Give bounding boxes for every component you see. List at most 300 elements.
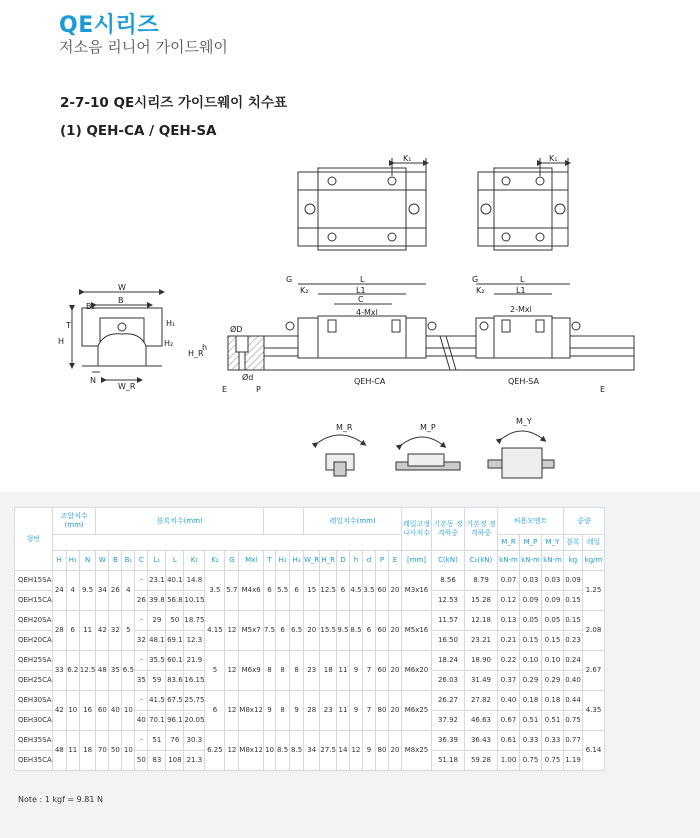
cell-Cd: 26.03: [432, 671, 465, 691]
cell-L: 96.1: [166, 711, 184, 731]
cell-K1: 21.9: [184, 651, 205, 671]
cell-L1: 59: [148, 671, 166, 691]
label-2mxl: 2-Mxl: [510, 305, 532, 314]
cell-d: 7: [363, 651, 376, 691]
cell-N: 12.5: [79, 651, 96, 691]
cell-MY: 0.51: [542, 711, 564, 731]
label-my: M_Y: [516, 417, 532, 426]
cell-WR: 23: [304, 651, 320, 691]
col-my: M_Y: [542, 535, 564, 551]
cell-Mxl: M5x7: [239, 611, 264, 651]
cell-h: 12: [350, 731, 363, 771]
label-h1: H₁: [166, 319, 176, 328]
cell-G: 12: [225, 651, 239, 691]
label-k2-ca: K₂: [300, 286, 309, 295]
cell-MR: 0.61: [498, 731, 520, 751]
cell-C0: 18.90: [465, 651, 498, 671]
cell-D: 11: [337, 651, 350, 691]
cell-MY: 0.05: [542, 611, 564, 631]
cell-bolt: M8x25: [402, 731, 432, 771]
cell-MY: 0.15: [542, 631, 564, 651]
subcol-c: C(kN): [432, 551, 465, 571]
cell-L: 56.8: [166, 591, 184, 611]
cell-H: 42: [52, 691, 66, 731]
cell-L1: 83: [148, 751, 166, 771]
label-l-sa: L: [520, 275, 525, 284]
col-weight: 중량: [564, 508, 605, 535]
cell-L1: 29: [148, 611, 166, 631]
label-name-sa: QEH-SA: [508, 377, 539, 386]
subcol-9: K₁: [184, 551, 205, 571]
cell-G: 12: [225, 691, 239, 731]
cell-H1: 4: [66, 571, 79, 611]
col-block-extra: [263, 508, 303, 535]
cell-K1: 16.15: [184, 671, 205, 691]
subcol-15: H₃: [290, 551, 304, 571]
table-row: [15, 731, 605, 751]
subcol-17: H_R: [320, 551, 337, 571]
label-h-small: h: [202, 343, 208, 352]
col-bolt: 레일고정나사치수: [402, 508, 432, 551]
cell-H1: 11: [66, 731, 79, 771]
cell-Cd: 51.18: [432, 751, 465, 771]
col-mp: M_P: [520, 535, 542, 551]
subcol-1: H₁: [66, 551, 79, 571]
cell-MR: 0.40: [498, 691, 520, 711]
col-rail: 레일치수(mm): [304, 508, 402, 535]
cell-model: QEH20CA: [15, 631, 53, 651]
cell-L: 69.1: [166, 631, 184, 651]
subcol-5: B₁: [122, 551, 135, 571]
top-view-sa: [478, 158, 568, 250]
cell-MY: 0.09: [542, 591, 564, 611]
cell-E: 20: [389, 571, 402, 611]
cell-L1: 35.5: [148, 651, 166, 671]
cell-model: QEH20SA: [15, 611, 53, 631]
cell-T: 6: [263, 571, 275, 611]
label-b1: B₁: [86, 302, 95, 311]
cell-K1: 18.75: [184, 611, 205, 631]
cell-H2: 8: [276, 651, 290, 691]
cell-L: 83.6: [166, 671, 184, 691]
cell-MY: 0.75: [542, 751, 564, 771]
technical-drawing: [0, 150, 700, 490]
cell-rail-weight: 2.08: [583, 611, 605, 651]
cell-W: 48: [96, 651, 109, 691]
cell-Mxl: M6x9: [239, 651, 264, 691]
cell-T: 9: [263, 691, 275, 731]
cell-MP: 0.33: [520, 731, 542, 751]
cell-Cd: 37.92: [432, 711, 465, 731]
cell-MP: 0.05: [520, 611, 542, 631]
subcol-0: H: [52, 551, 66, 571]
cell-WR: 20: [304, 611, 320, 651]
side-view-sa: [476, 284, 580, 358]
cell-kg: 0.09: [564, 571, 583, 591]
cell-L: 50: [166, 611, 184, 631]
cell-C0: 31.49: [465, 671, 498, 691]
cell-E: 20: [389, 731, 402, 771]
page-title: QE시리즈: [59, 13, 159, 38]
cell-MP: 0.75: [520, 751, 542, 771]
cell-MR: 0.07: [498, 571, 520, 591]
cell-MP: 0.29: [520, 671, 542, 691]
cell-N: 9.5: [79, 571, 96, 611]
col-rail-weight: 레일: [583, 535, 605, 551]
cell-HR: 18: [320, 651, 337, 691]
cell-L1: 48.1: [148, 631, 166, 651]
cell-H2: 8.5: [276, 731, 290, 771]
label-l1-sa: L1: [516, 286, 526, 295]
cell-C: -: [135, 571, 148, 591]
cell-W: 70: [96, 731, 109, 771]
cell-T: 7.5: [263, 611, 275, 651]
cell-MR: 0.37: [498, 671, 520, 691]
cell-HR: 12.5: [320, 571, 337, 611]
label-wr: W_R: [118, 382, 136, 391]
subcol-13: T: [263, 551, 275, 571]
cell-Cd: 11.57: [432, 611, 465, 631]
subcol-12: Mxl: [239, 551, 264, 571]
col-assembly: 조합치수 (mm): [52, 508, 96, 535]
cell-L1: 41.5: [148, 691, 166, 711]
cell-Mxl: M4x6: [239, 571, 264, 611]
cell-E: 20: [389, 691, 402, 731]
cell-B1: 10: [122, 731, 135, 771]
cell-K2: 6.25: [205, 731, 225, 771]
section-heading: 2-7-10 QE시리즈 가이드웨이 치수표: [60, 95, 288, 111]
cell-H1: 6.2: [66, 651, 79, 691]
cell-H1: 10: [66, 691, 79, 731]
cell-H1: 6: [66, 611, 79, 651]
label-w: W: [118, 283, 126, 292]
cell-G: 5.7: [225, 571, 239, 611]
cell-C: -: [135, 651, 148, 671]
cell-K1: 25.75: [184, 691, 205, 711]
cell-L1: 39.8: [148, 591, 166, 611]
cell-B: 50: [109, 731, 122, 771]
cell-H3: 9: [290, 691, 304, 731]
label-k1-sa: K₁: [549, 154, 558, 163]
subcol-mp-unit: kN-m: [520, 551, 542, 571]
cell-K1: 14.8: [184, 571, 205, 591]
cell-H: 33: [52, 651, 66, 691]
label-c: C: [358, 295, 364, 304]
col-dynamic: 기본동 정격하중: [432, 508, 465, 551]
cell-L: 40.1: [166, 571, 184, 591]
subcol-mr-unit: kN-m: [498, 551, 520, 571]
cell-B: 40: [109, 691, 122, 731]
cell-H2: 5.5: [276, 571, 290, 611]
cell-B: 26: [109, 571, 122, 611]
cell-d: 7: [363, 691, 376, 731]
label-e2: E: [600, 385, 606, 394]
cell-H: 28: [52, 611, 66, 651]
cell-d: 9: [363, 731, 376, 771]
subcol-4: B: [109, 551, 122, 571]
cell-B1: 10: [122, 691, 135, 731]
cell-H3: 8: [290, 651, 304, 691]
subcol-16: W_R: [304, 551, 320, 571]
cell-K1: 30.3: [184, 731, 205, 751]
cell-L: 67.5: [166, 691, 184, 711]
cell-rail-weight: 2.67: [583, 651, 605, 691]
label-g-sa: G: [472, 275, 479, 284]
cell-B1: 4: [122, 571, 135, 611]
cell-T: 8: [263, 651, 275, 691]
moment-my-icon: [488, 431, 554, 478]
cell-B1: 5: [122, 611, 135, 651]
cell-C: -: [135, 731, 148, 751]
cell-MR: 0.13: [498, 611, 520, 631]
cell-P: 60: [376, 611, 389, 651]
cell-L: 60.1: [166, 651, 184, 671]
subcol-7: L₁: [148, 551, 166, 571]
cell-N: 18: [79, 731, 96, 771]
cell-bolt: M6x20: [402, 651, 432, 691]
cell-kg: 0.77: [564, 731, 583, 751]
cell-MY: 0.10: [542, 651, 564, 671]
cell-T: 10: [263, 731, 275, 771]
label-h2: H₂: [164, 339, 174, 348]
label-od-small: Ød: [242, 373, 254, 382]
page-subtitle: 저소음 리니어 가이드웨이: [59, 38, 228, 56]
cell-Cd: 16.50: [432, 631, 465, 651]
cell-C: -: [135, 611, 148, 631]
cell-H: 48: [52, 731, 66, 771]
cell-bolt: M5x16: [402, 611, 432, 651]
cell-W: 42: [96, 611, 109, 651]
cell-B: 32: [109, 611, 122, 651]
cell-K2: 3.5: [205, 571, 225, 611]
cell-model: QEH15SA: [15, 571, 53, 591]
cell-MY: 0.33: [542, 731, 564, 751]
label-l-ca: L: [360, 275, 365, 284]
cell-MP: 0.03: [520, 571, 542, 591]
cell-WR: 34: [304, 731, 320, 771]
cell-P: 80: [376, 691, 389, 731]
col-model: 형번: [15, 508, 53, 571]
cell-H3: 6: [290, 571, 304, 611]
cell-E: 20: [389, 611, 402, 651]
subsection-heading: (1) QEH-CA / QEH-SA: [60, 123, 217, 139]
table-row: [15, 691, 605, 711]
cell-HR: 27.5: [320, 731, 337, 771]
cell-rail-weight: 6.14: [583, 731, 605, 771]
cell-K2: 6: [205, 691, 225, 731]
cell-C0: 8.79: [465, 571, 498, 591]
cell-W: 60: [96, 691, 109, 731]
footnote: Note : 1 kgf = 9.81 N: [18, 795, 104, 804]
cell-MR: 0.21: [498, 631, 520, 651]
cell-MR: 1.00: [498, 751, 520, 771]
cell-Cd: 18.24: [432, 651, 465, 671]
cell-H2: 6: [276, 611, 290, 651]
label-h: H: [58, 337, 65, 346]
spec-table: [14, 507, 605, 771]
cell-L1: 70.1: [148, 711, 166, 731]
label-name-ca: QEH-CA: [354, 377, 386, 386]
cell-Cd: 36.39: [432, 731, 465, 751]
cell-MR: 0.67: [498, 711, 520, 731]
table-row: [15, 651, 605, 671]
rail-side-view: [228, 336, 634, 370]
label-hr: H_R: [188, 349, 204, 358]
subcol-19: h: [350, 551, 363, 571]
cell-D: 11: [337, 691, 350, 731]
cell-D: 6: [337, 571, 350, 611]
cell-bolt: M3x16: [402, 571, 432, 611]
sub-spacer: [52, 535, 401, 551]
cell-rail-weight: 4.35: [583, 691, 605, 731]
cell-MP: 0.09: [520, 591, 542, 611]
cell-K1: 12.3: [184, 631, 205, 651]
cell-C0: 46.63: [465, 711, 498, 731]
cell-model: QEH25CA: [15, 671, 53, 691]
cell-kg: 0.23: [564, 631, 583, 651]
cell-Mxl: M8x12: [239, 691, 264, 731]
cell-E: 20: [389, 651, 402, 691]
cell-h: 4.5: [350, 571, 363, 611]
cell-MP: 0.51: [520, 711, 542, 731]
cell-bolt: M6x25: [402, 691, 432, 731]
subcol-my-unit: kN-m: [542, 551, 564, 571]
cell-kg: 0.24: [564, 651, 583, 671]
subcol-18: D: [337, 551, 350, 571]
cell-B1: 6.5: [122, 651, 135, 691]
cell-model: QEH35CA: [15, 751, 53, 771]
moment-mp-icon: [396, 437, 460, 470]
cell-P: 60: [376, 571, 389, 611]
cell-d: 6: [363, 611, 376, 651]
cell-C: 40: [135, 711, 148, 731]
cell-h: 8.5: [350, 611, 363, 651]
cell-MP: 0.18: [520, 691, 542, 711]
cell-MR: 0.12: [498, 591, 520, 611]
cell-Cd: 26.27: [432, 691, 465, 711]
cell-C: 35: [135, 671, 148, 691]
cell-C: 26: [135, 591, 148, 611]
cell-MY: 0.18: [542, 691, 564, 711]
cell-kg: 0.44: [564, 691, 583, 711]
cell-MY: 0.29: [542, 671, 564, 691]
label-od: ØD: [230, 325, 243, 334]
cell-L: 108: [166, 751, 184, 771]
subcol-10: K₂: [205, 551, 225, 571]
subcol-bolt-unit: [mm]: [402, 551, 432, 571]
cell-H3: 8.5: [290, 731, 304, 771]
subcol-kg: kg: [564, 551, 583, 571]
cell-h: 9: [350, 651, 363, 691]
cell-K1: 21.3: [184, 751, 205, 771]
col-moment: 허용모멘트: [498, 508, 564, 535]
cell-L1: 23.1: [148, 571, 166, 591]
cell-C0: 12.18: [465, 611, 498, 631]
label-t: T: [66, 321, 71, 330]
cell-Cd: 8.56: [432, 571, 465, 591]
cell-MR: 0.22: [498, 651, 520, 671]
cell-WR: 28: [304, 691, 320, 731]
cell-kg: 0.75: [564, 711, 583, 731]
subcol-20: d: [363, 551, 376, 571]
cell-W: 34: [96, 571, 109, 611]
cell-HR: 15.5: [320, 611, 337, 651]
cell-model: QEH25SA: [15, 651, 53, 671]
cell-h: 9: [350, 691, 363, 731]
label-g-ca: G: [286, 275, 293, 284]
col-block: 블록치수(mm): [96, 508, 264, 535]
subcol-c0: C₀(kN): [465, 551, 498, 571]
cell-C: -: [135, 691, 148, 711]
cell-N: 11: [79, 611, 96, 651]
cell-G: 12: [225, 611, 239, 651]
subcol-21: P: [376, 551, 389, 571]
cell-C0: 23.21: [465, 631, 498, 651]
cell-K2: 4.15: [205, 611, 225, 651]
cell-MP: 0.15: [520, 631, 542, 651]
subcol-2: N: [79, 551, 96, 571]
subcol-14: H₂: [276, 551, 290, 571]
cell-P: 80: [376, 731, 389, 771]
cell-Cd: 12.53: [432, 591, 465, 611]
cell-D: 9.5: [337, 611, 350, 651]
subcol-6: C: [135, 551, 148, 571]
col-block-weight: 블록: [564, 535, 583, 551]
top-view-ca: [298, 158, 426, 250]
label-k1-ca: K₁: [403, 154, 412, 163]
cell-model: QEH30SA: [15, 691, 53, 711]
label-4mxl: 4-Mxl: [356, 308, 378, 317]
cell-D: 14: [337, 731, 350, 771]
cell-P: 60: [376, 651, 389, 691]
cell-kg: 0.15: [564, 591, 583, 611]
subcol-11: G: [225, 551, 239, 571]
cell-kg: 0.40: [564, 671, 583, 691]
label-l1-ca: L1: [356, 286, 366, 295]
cell-C0: 15.28: [465, 591, 498, 611]
cell-C: 32: [135, 631, 148, 651]
cell-H2: 8: [276, 691, 290, 731]
label-k2-sa: K₂: [476, 286, 485, 295]
cell-C0: 36.43: [465, 731, 498, 751]
cell-d: 3.5: [363, 571, 376, 611]
col-mr: M_R: [498, 535, 520, 551]
label-mp: M_P: [420, 423, 436, 432]
cell-kg: 0.15: [564, 611, 583, 631]
cell-K1: 10.15: [184, 591, 205, 611]
cell-L: 76: [166, 731, 184, 751]
col-static: 기본정 정격하중: [465, 508, 498, 551]
label-mr: M_R: [336, 423, 353, 432]
cell-MP: 0.10: [520, 651, 542, 671]
label-b: B: [118, 296, 124, 305]
cell-HR: 23: [320, 691, 337, 731]
subcol-3: W: [96, 551, 109, 571]
moment-mr-icon: [316, 435, 364, 476]
cell-C0: 27.82: [465, 691, 498, 711]
cell-Mxl: M8x12: [239, 731, 264, 771]
label-n: N: [90, 376, 96, 385]
cell-model: QEH15CA: [15, 591, 53, 611]
cell-C0: 59.28: [465, 751, 498, 771]
cell-WR: 15: [304, 571, 320, 611]
cell-kg: 1.19: [564, 751, 583, 771]
subcol-8: L: [166, 551, 184, 571]
cell-C: 50: [135, 751, 148, 771]
cell-N: 16: [79, 691, 96, 731]
cell-MY: 0.03: [542, 571, 564, 591]
cell-model: QEH30CA: [15, 711, 53, 731]
